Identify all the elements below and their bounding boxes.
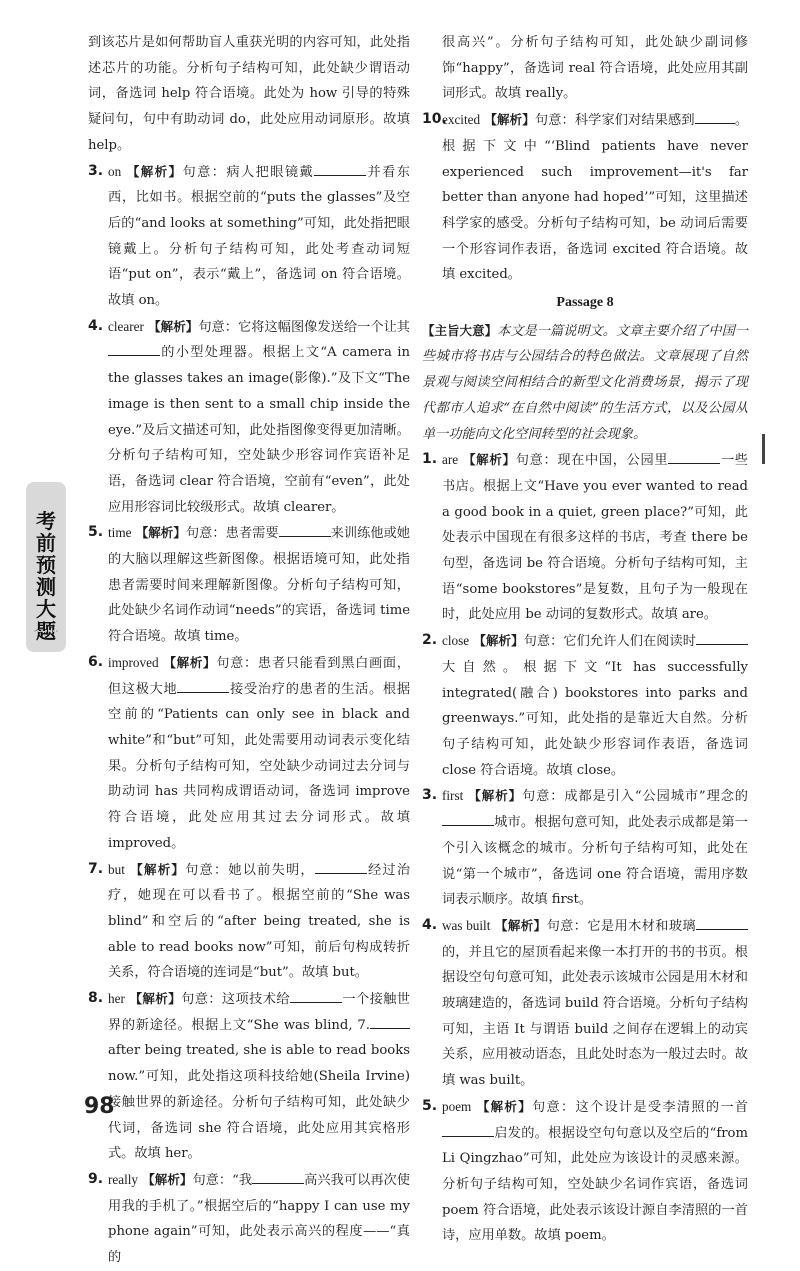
right-column <box>422 30 748 1249</box>
answer-word: poem <box>442 1098 472 1114</box>
answer-item-4 <box>88 314 410 521</box>
left-column <box>88 30 410 1271</box>
analysis-tag: 【解析】 <box>126 163 183 179</box>
answer-word: her <box>108 991 125 1007</box>
side-tab-label: 考 前 预 测 大 题 <box>36 509 56 643</box>
answer-word: was built <box>442 917 491 933</box>
answer-item-10 <box>422 107 748 288</box>
blank-line <box>252 1172 304 1184</box>
blank-line <box>314 164 366 176</box>
item-number: 3. <box>422 787 438 804</box>
analysis-text-b: 的小型处理器。根据上文“A camera in the glasses takes an image(影像).”及下文“The image is then sent to a small chip inside the eye.”及后文描述可知，此处指图像变得更加清晰。分析句子结构可知，空处缺少形容词作宾语补足语，备选词 clear 符合语境，空前有“even”，此处应用形容词比较级形式。故填 clearer。 <box>108 345 410 515</box>
blank-line <box>177 681 229 693</box>
main-idea-tag: 【主旨大意】 <box>422 322 498 338</box>
answer-word: excited <box>442 112 481 128</box>
answer-word: improved <box>108 654 159 670</box>
answer-item-8 <box>88 986 410 1167</box>
analysis-text-b: 启发的。根据设空句句意以及空后的“from Li Qingzhao”可知，此处应为该设计的灵感来源。分析句子结构可知，空处缺少名词作宾语，备选词 poem 符合语境，此处表示该设计源自李清照的一首诗，应用单数。故填 poem。 <box>442 1125 748 1244</box>
answer-item-p8-1 <box>422 447 748 628</box>
left-intro-text: 到该芯片是如何帮助盲人重获光明的内容可知，此处指述芯片的功能。分析句子结构可知，此处缺少谓语动词，备选词 help 符合语境。此处为 how 引导的特殊疑问句，句中有助动词 do，此处应用动词原形。故填 help。 <box>88 35 410 153</box>
blank-line <box>315 862 367 874</box>
blank-line <box>370 1017 410 1029</box>
analysis-text-b: 高兴我可以再次使用我的手机了。”根据空后的“happy I can use my phone again”可知，此处表示高兴的程度——“真的 <box>108 1172 410 1266</box>
answer-word: first <box>442 788 464 804</box>
answer-item-9 <box>88 1167 410 1271</box>
analysis-text-a: 句意：患者需要 <box>185 526 279 542</box>
item-number: 8. <box>88 990 104 1007</box>
blank-line <box>696 633 748 645</box>
analysis-text-b: 经过治疗，她现在可以看书了。根据空前的“She was blind”和空后的“after being treated, she is able to read books now”可知，前后句构成转折关系，符合语境的连词是“but”。故填 but。 <box>108 862 411 981</box>
analysis-text-a: 句意：它将这幅图像发送给一个让其 <box>198 319 410 335</box>
analysis-text-a: 句意：她以前失明， <box>185 862 315 878</box>
answer-item-5 <box>88 520 410 650</box>
answer-word: really <box>108 1171 139 1187</box>
analysis-text-b: 。根据下文中“‘Blind patients have never experienced such improvement—it's far better than anyone had hoped’”可知，这里描述科学家的感受。分析句子结构可知，be 动词后需要一个形容词作表语，备选词 excited 符合语境。故填 excited。 <box>442 113 749 283</box>
analysis-tag: 【解析】 <box>476 1098 533 1114</box>
page-number: 98 <box>84 1094 115 1119</box>
answer-word: time <box>108 525 132 541</box>
answer-word: are <box>442 452 459 468</box>
passage-title: Passage 8 <box>556 295 614 311</box>
blank-line <box>695 112 735 124</box>
analysis-text-b: 城市。根据句意可知，此处表示成都是第一个引入该概念的城市。分析句子结构可知，此处在说“第一个城市”，备选词 one 符合语境，需用序数词表示顺序。故填 first。 <box>442 815 748 908</box>
analysis-tag: 【解析】 <box>142 1171 193 1187</box>
analysis-text-a: 句意：现在中国，公园里 <box>515 453 669 469</box>
analysis-text-b: 的，并且它的屋顶看起来像一本打开的书的书页。根据设空句句意可知，此处表示该城市公园是用木材和玻璃建造的，备选词 build 符合语境。分析句子结构可知，主语 It 与谓语 build 之间存在逻辑上的动宾关系，应用被动语态，且此处时态为一般过去时。故填 was built。 <box>442 944 748 1089</box>
analysis-text-a: 句意：科学家们对结果感到 <box>534 113 695 129</box>
analysis-text-b: 一个接触世界的新途径。根据上文“She was blind, 7. <box>108 992 410 1033</box>
analysis-text-b: 一些书店。根据上文“Have you ever wanted to read a good book in a quiet, green place?”可知，此处表示中国现在有很多这样的书店，考查 there be 句型，备选词 be 符合语境。分析句子结构可知，主语“some bookstores”是复数，且句子为一般现在时，此处应用 be 动词的复数形式。故填 are。 <box>442 453 748 623</box>
answer-item-6 <box>88 650 410 857</box>
item-number: 4. <box>422 916 438 933</box>
blank-line <box>668 452 720 464</box>
analysis-text-a: 句意：这个设计是受李清照的一首 <box>532 1099 748 1115</box>
answer-item-p8-5 <box>422 1094 748 1249</box>
item-number: 3. <box>88 162 104 179</box>
analysis-tag: 【解析】 <box>129 991 182 1007</box>
analysis-text-b: 并看东西，比如书。根据空前的“puts the glasses”及空后的“and looks at something”可知，此处指把眼镜戴上。分析句子结构可知，此处考查动词短语“put on”，表示“戴上”，备选词 on 符合语境。故填 on。 <box>108 164 410 309</box>
main-idea-summary <box>422 318 748 448</box>
answer-item-3 <box>88 159 410 314</box>
analysis-tag: 【解析】 <box>163 654 217 670</box>
analysis-tag: 【解析】 <box>130 861 186 877</box>
left-intro <box>88 30 410 159</box>
answer-word: close <box>442 633 470 649</box>
analysis-text-b: 来训练他或她的大脑以理解这些新图像。根据语境可知，此处指患者需要时间来理解新图像。分析句子结构可知，此处缺少名词作动词“needs”的宾语，备选词 time 符合语境。故填 time。 <box>108 526 410 645</box>
analysis-text-c: after being treated, she is able to read books now.”可知，此处指这项科技给她(Sheila Irvine)接触世界的新途径。分析句子结构可知，此处缺少代词，备选词 she 符合语境，此处应用其宾格形式。故填 her。 <box>108 1043 410 1162</box>
analysis-text-a: 句意：它是用木材和玻璃 <box>546 918 696 934</box>
analysis-tag: 【解析】 <box>484 112 535 128</box>
item-number: 5. <box>422 1097 438 1114</box>
blank-line <box>696 918 748 930</box>
analysis-text-b: 大自然。根据下文“It has successfully integrated(融合) bookstores into parks and greenways.”可知，此处指的是靠近大自然。分析句子结构可知，此处缺少形容词作表语，备选词 close 符合语境。故填 close。 <box>442 659 748 778</box>
analysis-tag: 【解析】 <box>462 452 516 468</box>
analysis-text-a: 句意：它们允许人们在阅读时 <box>523 634 696 650</box>
blank-line <box>290 991 342 1003</box>
item-number: 6. <box>88 653 104 670</box>
main-idea-text: 本文是一篇说明文。文章主要介绍了中国一些城市将书店与公园结合的特色做法。文章展现了自然景观与阅读空间相结合的新型文化消费场景，揭示了现代都市人追求“在自然中阅读”的生活方式，以及公园从单一功能向文化空间转型的社会现象。 <box>422 323 748 442</box>
side-tab-decoration <box>34 630 58 644</box>
analysis-tag: 【解析】 <box>468 788 523 804</box>
item-number: 2. <box>422 632 438 649</box>
analysis-text-a: 句意：成都是引入“公园城市”理念的 <box>522 789 748 805</box>
analysis-text-a: 句意：“我 <box>192 1172 253 1188</box>
item-number: 9. <box>88 1170 104 1187</box>
analysis-text-b: 接受治疗的患者的生活。根据空前的“Patients can only see in black and white”和“but”可知，此处需要用动词表示变化结果。分析句子结构可知，空处缺少动词过去分词与助动词 has 共同构成谓语动词，备选词 improve 符合语境，此处应用其过去分词形式。故填 improved。 <box>108 681 411 851</box>
answer-word: clearer <box>108 318 144 334</box>
answer-item-7 <box>88 857 410 987</box>
item-number: 7. <box>88 860 104 877</box>
blank-line <box>442 814 494 826</box>
right-continuation <box>422 30 748 107</box>
item-number: 10. <box>422 111 447 128</box>
answer-item-p8-4 <box>422 913 748 1094</box>
analysis-tag: 【解析】 <box>148 318 199 334</box>
item-number: 4. <box>88 317 104 334</box>
side-tab <box>26 482 66 652</box>
continuation-text: 很高兴”。分析句子结构可知，此处缺少副词修饰“happy”，备选词 real 符合语境，此处应用其副词形式。故填 really。 <box>442 35 748 102</box>
margin-mark <box>762 434 765 464</box>
blank-line <box>279 525 331 537</box>
analysis-text-a: 句意：病人把眼镜戴 <box>182 164 315 180</box>
answer-word: but <box>108 861 125 877</box>
analysis-text-a: 句意：患者只能看到黑白画面，但这极大地 <box>108 655 410 697</box>
answer-word: on <box>108 163 122 179</box>
item-number: 5. <box>88 524 104 541</box>
analysis-tag: 【解析】 <box>135 525 186 541</box>
answer-item-p8-3 <box>422 783 748 913</box>
blank-line <box>442 1125 494 1137</box>
answer-item-p8-2 <box>422 628 748 783</box>
item-number: 1. <box>422 451 438 468</box>
analysis-tag: 【解析】 <box>473 633 524 649</box>
analysis-text-a: 句意：这项技术给 <box>181 992 290 1008</box>
analysis-tag: 【解析】 <box>494 917 547 933</box>
blank-line <box>108 344 160 356</box>
